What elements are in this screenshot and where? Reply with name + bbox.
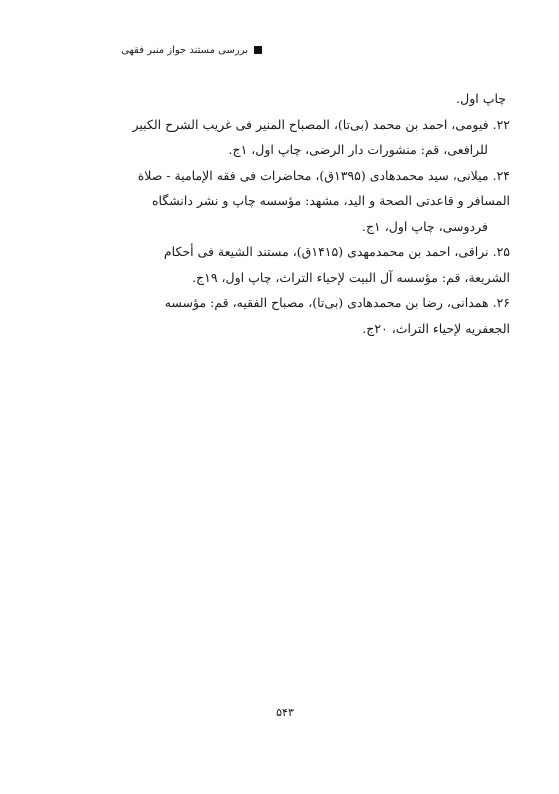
bibliography-line: المسافر و قاعدتی الصحة و الید، مشهد: مؤسسه چاپ و نشر دانشگاه: [151, 193, 510, 208]
bibliography-line: فردوسی، چاپ اول، ۱ج.: [361, 218, 488, 234]
bibliography-line: للرافعی، قم: منشورات دار الرضی، چاپ اول، ۱ج.: [228, 142, 488, 157]
bibliography-line: ۲۲. فیومی، احمد بن محمد (بی‌تا)، المصباح المنیر فی غریب الشرح الکبیر: [132, 116, 510, 132]
bibliography-line: ۲۶. همدانی، رضا بن محمدهادی (بی‌تا)، مصباح الفقیه، قم: مؤسسه: [164, 295, 510, 310]
bibliography-line: الشریعة، قم: مؤسسه آل البیت لإحیاء التراث، چاپ اول، ۱۹ج.: [192, 269, 510, 285]
bibliography: [132, 86, 510, 341]
running-header: [112, 40, 262, 60]
bibliography-line: چاپ اول.: [456, 91, 506, 106]
bibliography-line: الجعفریه لإحیاء التراث، ۲۰ج.: [362, 320, 510, 336]
page-number: ۵۴۳: [276, 706, 294, 719]
bibliography-line: ۲۴. میلانی، سید محمدهادی (۱۳۹۵ق)، محاضرات فی فقه الإمامیة - صلاة: [137, 167, 510, 183]
header-marker-icon: [254, 46, 262, 54]
bibliography-line: ۲۵. نراقی، احمد بن محمدمهدی (۱۴۱۵ق)، مستند الشیعة فی أحکام: [163, 244, 510, 259]
header-title: بررسی مستند جواز منبر فقهی: [121, 44, 248, 56]
